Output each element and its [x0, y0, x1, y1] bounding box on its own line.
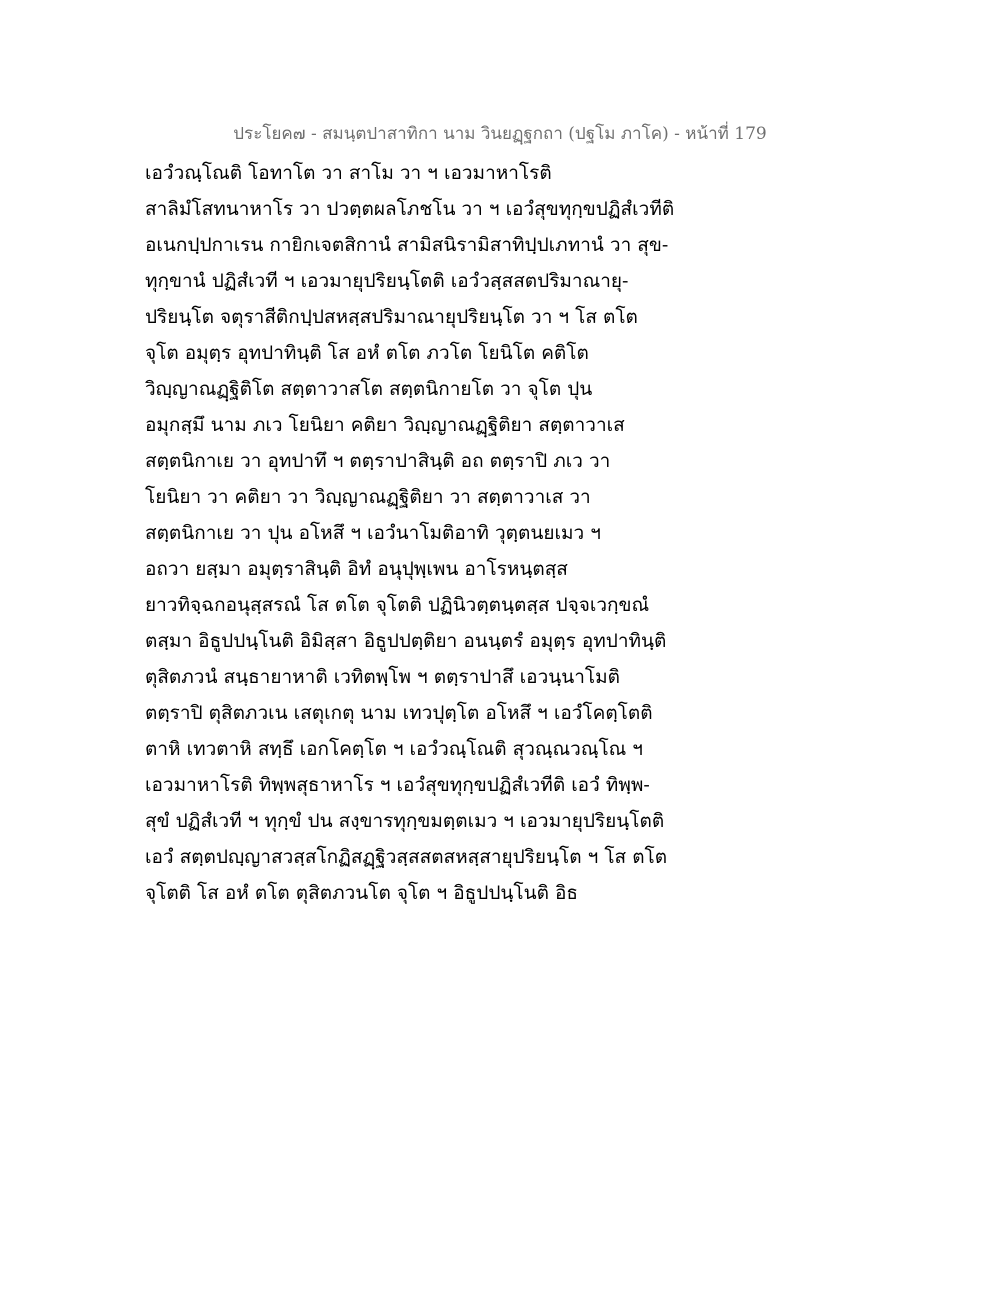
text-line: จุโตติ โส อหํ ตโต ตุสิตภวนโต จุโต ฯ อิธูปปนฺโนติ อิธ: [145, 882, 578, 904]
text-line: ตุสิตภวนํ สนฺธายาหาติ เวทิตพฺโพ ฯ ตตฺราปาสึ เอวนฺนาโมติ: [145, 666, 620, 688]
text-line: สตฺตนิกาเย วา อุทปาทึ ฯ ตตฺราปาสินฺติ อถ ตตฺราปิ ภเว วา: [145, 450, 611, 472]
text-line: ตาหิ เทวตาหิ สทฺธึ เอกโคตฺโต ฯ เอวํวณฺโณติ สุวณฺณวณฺโณ ฯ: [145, 738, 643, 760]
text-line: โยนิยา วา คติยา วา วิญฺญาณฏฺฐิติยา วา สตฺตาวาเส วา: [145, 486, 591, 508]
text-line: สาลิมํโสทนาหาโร วา ปวตฺตผลโภชโน วา ฯ เอวํสุขทุกฺขปฏิสํเวทีติ: [145, 198, 675, 220]
text-line: อถวา ยสฺมา อมุตฺราสินฺติ อิทํ อนุปุพฺเพน อาโรหนฺตสฺส: [145, 558, 568, 580]
text-line: สุขํ ปฏิสํเวที ฯ ทุกฺขํ ปน สงฺขารทุกฺขมตฺตเมว ฯ เอวมายุปริยนฺโตติ: [145, 810, 665, 832]
text-line: ทุกฺขานํ ปฏิสํเวที ฯ เอวมายุปริยนฺโตติ เอวํวสฺสสตปริมาณายุ-: [145, 270, 629, 292]
text-line: สตฺตนิกาเย วา ปุน อโหสึ ฯ เอวํนาโมติอาทิ วุตฺตนยเมว ฯ: [145, 522, 601, 544]
text-line: วิญฺญาณฏฺฐิติโต สตฺตาวาสโต สตฺตนิกายโต วา จุโต ปุน: [145, 378, 593, 400]
page-header: ประโยค๗ - สมนฺตปาสาทิกา นาม วินยฏฺฐกถา (ปฐโม ภาโค) - หน้าที่ 179: [233, 124, 767, 144]
body-text: [145, 155, 725, 911]
text-line: อมุกสฺมึ นาม ภเว โยนิยา คติยา วิญฺญาณฏฺฐิติยา สตฺตาวาเส: [145, 414, 625, 436]
text-line: จุโต อมุตฺร อุทปาทินฺติ โส อหํ ตโต ภวโต โยนิโต คติโต: [145, 342, 589, 364]
text-line: เอวํวณฺโณติ โอทาโต วา สาโม วา ฯ เอวมาหาโรติ: [145, 162, 552, 184]
text-line: ปริยนฺโต จตุราสีติกปฺปสหสฺสปริมาณายุปริยนฺโต วา ฯ โส ตโต: [145, 306, 638, 328]
text-line: ยาวทิจฺฉกอนุสฺสรณํ โส ตโต จุโตติ ปฏินิวตฺตนฺตสฺส ปจฺจเวกฺขณํ: [145, 594, 650, 616]
text-line: ตสฺมา อิธูปปนฺโนติ อิมิสฺสา อิธูปปตฺติยา อนนฺตรํ อมุตฺร อุทปาทินฺติ: [145, 630, 667, 652]
text-line: เอวํ สตฺตปญฺญาสวสฺสโกฏิสฏฺฐิวสฺสสตสหสฺสายุปริยนฺโต ฯ โส ตโต: [145, 846, 668, 868]
text-line: อเนกปฺปกาเรน กายิกเจตสิกานํ สามิสนิรามิสาทิปฺปเภทานํ วา สุข-: [145, 234, 669, 256]
text-line: ตตฺราปิ ตุสิตภวเน เสตุเกตุ นาม เทวปุตฺโต อโหสึ ฯ เอวํโคตฺโตติ: [145, 702, 653, 724]
text-line: เอวมาหาโรติ ทิพฺพสุธาหาโร ฯ เอวํสุขทุกฺขปฏิสํเวทีติ เอวํ ทิพฺพ-: [145, 774, 650, 796]
